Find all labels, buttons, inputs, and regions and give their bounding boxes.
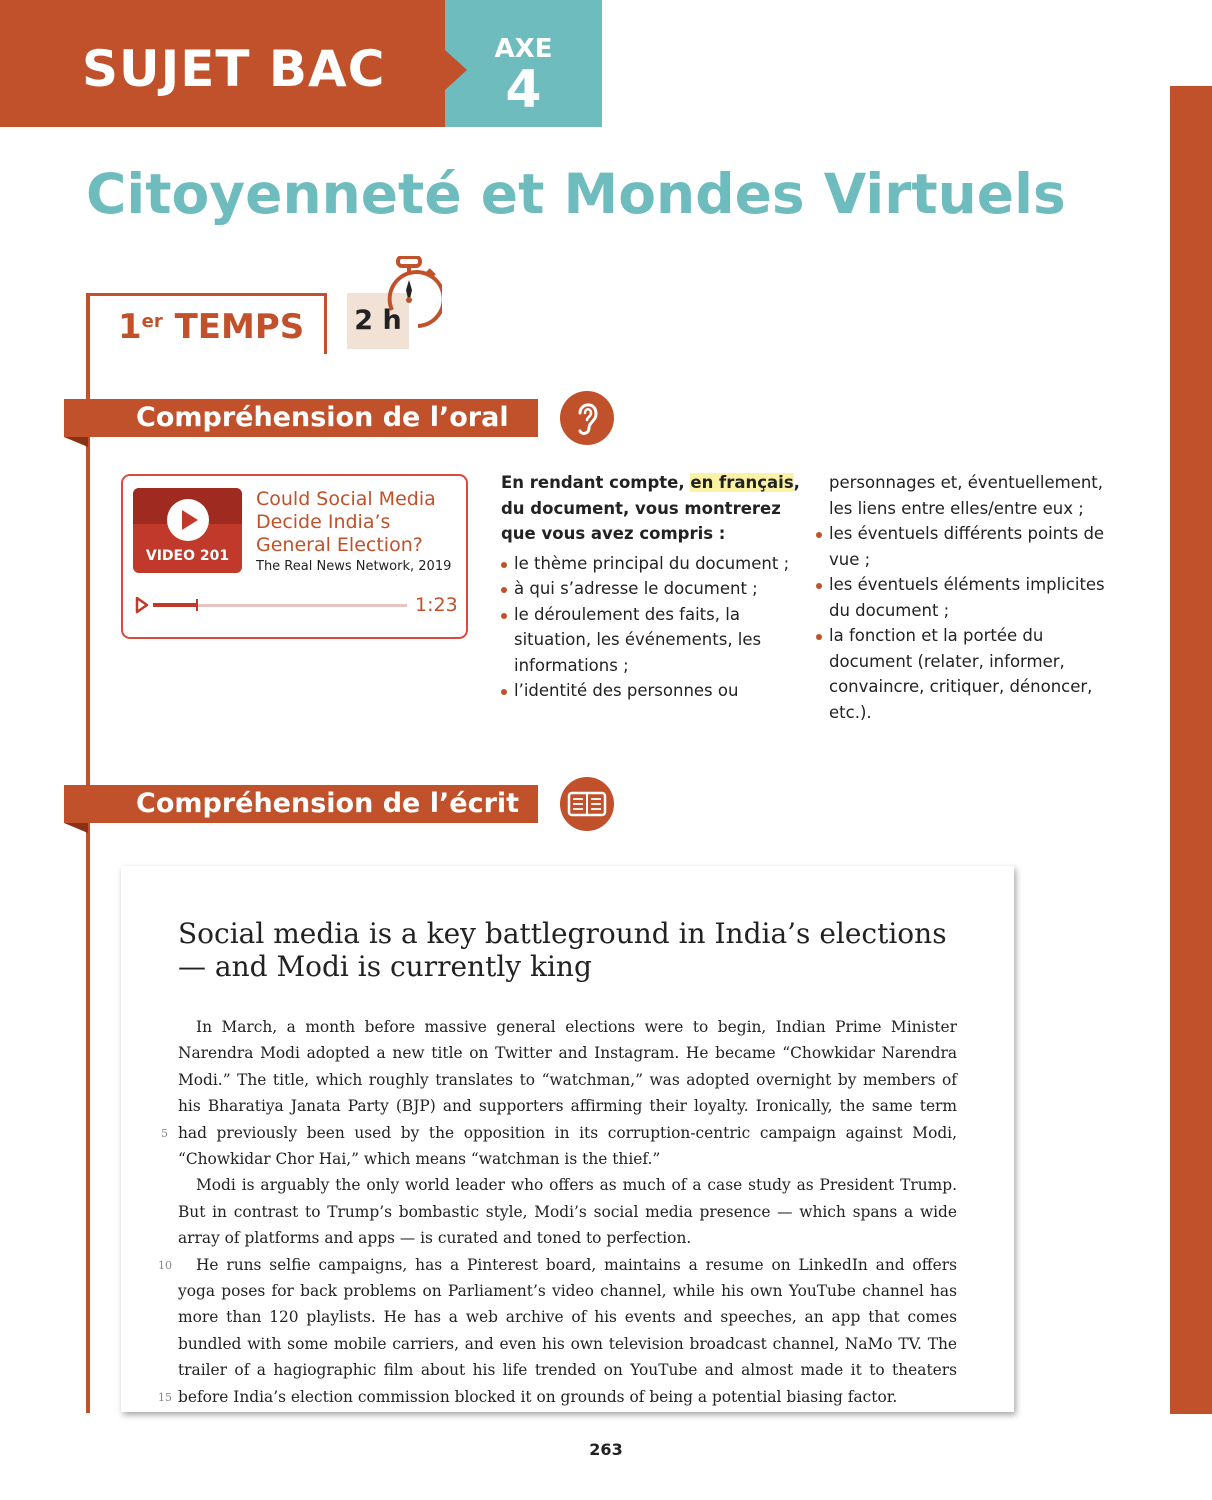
article-paragraph: He runs selfie campaigns, has a Pinterest board, maintains a resume on LinkedIn and offers yoga poses for back problems on Parliament’s video channel, while his own YouTube channel has more than 120 playlists. He has a web archive of his events and speeches, an app that comes bundled with some mobile carriers, and even his own television broadcast channel, NaMo TV. The trailer of a hagiographic film about his life trended on YouTube and almost made it to theaters before India’s election commission blocked it on grounds of being a potential biasing factor.	[178, 1255, 957, 1406]
duration-text: 2 h	[354, 305, 402, 336]
instructions-column-2	[816, 470, 1116, 725]
small-play-icon[interactable]	[135, 596, 149, 618]
article-paragraph: Modi is arguably the only world leader who offers as much of a case study as President Trump. But in contrast to Trump’s bombastic style, Modi’s social media presence — which spans a wide array of platforms and apps — is curated and toned to perfection.	[178, 1176, 957, 1248]
sujet-bac-label: SUJET BAC	[82, 40, 386, 98]
page-number: 263	[589, 1440, 623, 1459]
right-edge-bar	[1170, 86, 1212, 1414]
progress-knob[interactable]	[196, 599, 198, 611]
book-icon	[560, 777, 614, 831]
instructions-list-1	[501, 551, 801, 704]
ecrit-section-title: Compréhension de l’écrit	[136, 788, 520, 819]
list-item-continuation: personnages et, éventuellement, les liens entre elles/entre eux ;	[829, 473, 1104, 518]
list-item: à qui s’adresse le document ;	[501, 576, 801, 602]
ecrit-section-fold	[64, 823, 88, 833]
video-source: The Real News Network, 2019	[256, 559, 452, 574]
temps-heading: 1er TEMPS	[118, 307, 305, 347]
axe-number: 4	[505, 60, 542, 120]
highlighted-phrase: en français	[690, 473, 794, 492]
list-item: les éventuels éléments implicites du document ;	[816, 572, 1116, 623]
article-paragraph: In March, a month before massive general elections were to begin, Indian Prime Minister Narendra Modi adopted a new title on Twitter and Instagram. He became “Chowkidar Narendra Modi.” The title, which roughly translates to “watchman,” was adopted overnight by members of his Bharatiya Janata Party (BJP) and supporters affirming their loyalty. Ironically, the same term had previously been used by the opposition in its corruption-centric campaign against Modi, “Chowkidar Chor Hai,” which means “watchman is the thief.”	[178, 1018, 957, 1169]
ear-icon	[560, 391, 614, 445]
instructions-intro: En rendant compte, en français, du document, vous montrerez que vous avez compris :	[501, 473, 800, 543]
line-number: 15	[158, 1391, 172, 1404]
video-title: Could Social Media Decide India’s General Election?	[256, 488, 436, 556]
video-duration: 1:23	[415, 594, 458, 616]
list-item: l’identité des personnes ou	[501, 678, 801, 704]
line-number: 10	[158, 1259, 172, 1272]
video-label: VIDEO 201	[145, 548, 230, 564]
article-body	[178, 1014, 957, 1410]
play-icon[interactable]	[166, 498, 210, 546]
oral-section-title: Compréhension de l’oral	[136, 402, 509, 433]
progress-fill	[153, 603, 196, 607]
list-item: le thème principal du document ;	[501, 551, 801, 577]
article-title: Social media is a key battleground in India’s elections — and Modi is currently king	[178, 917, 947, 983]
axe-label: AXE	[494, 34, 553, 64]
line-number: 5	[161, 1127, 168, 1140]
oral-section-fold	[64, 437, 88, 447]
instructions-list-2	[816, 470, 1116, 725]
instructions-column-1	[501, 470, 801, 704]
stopwatch-icon	[378, 256, 442, 336]
list-item: les éventuels différents points de vue ;	[816, 521, 1116, 572]
left-timeline-line	[86, 293, 90, 1413]
page-title: Citoyenneté et Mondes Virtuels	[86, 162, 1066, 226]
list-item: la fonction et la portée du document (relater, informer, convaincre, critiquer, dénoncer, etc.).	[816, 623, 1116, 725]
video-thumbnail[interactable]	[133, 488, 242, 573]
list-item: le déroulement des faits, la situation, les événements, les informations ;	[501, 602, 801, 679]
